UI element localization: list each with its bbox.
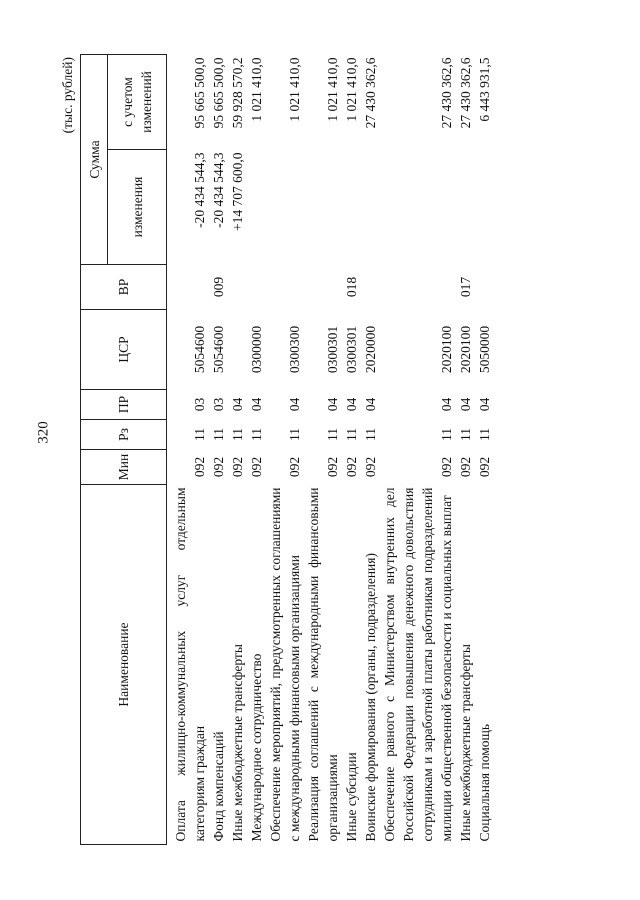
budget-table-sheet [60, 55, 620, 845]
cell-rz: 11 [230, 428, 245, 441]
cell-pr: 03 [192, 397, 207, 412]
cell-vr [304, 265, 342, 310]
cell-min: 092 [363, 456, 378, 478]
header-sum: Сумма [81, 54, 108, 264]
cell-csr [228, 310, 247, 390]
cell-rz: 11 [211, 428, 226, 441]
cell-total: 6 443 931,5 [477, 57, 492, 122]
cell-min: 092 [287, 456, 302, 478]
cell-rz: 11 [458, 428, 473, 441]
cell-min: 092 [325, 456, 340, 478]
cell-vr [475, 265, 494, 310]
cell-name: Иные межбюджетные трансферты [230, 644, 245, 842]
cell-csr: 2020100 [458, 325, 473, 374]
table-row [266, 54, 304, 844]
cell-total: 1 021 410,0 [287, 57, 302, 122]
cell-csr: 5054600 [211, 325, 226, 374]
cell-change: -20 434 544,3 [192, 152, 207, 228]
cell-name: Воинские формирования (органы, подразделения) [363, 553, 378, 842]
cell-rz: 11 [477, 428, 492, 441]
table-row [475, 54, 494, 844]
cell-pr: 03 [211, 397, 226, 412]
cell-vr [247, 265, 266, 310]
cell-total: 27 430 362,6 [363, 57, 378, 129]
cell-vr [228, 265, 247, 310]
cell-total: 59 928 570,2 [230, 57, 245, 129]
cell-change: +14 707 600,0 [230, 152, 245, 231]
header-name: Наименование [81, 485, 167, 845]
cell-rz: 11 [344, 428, 359, 441]
cell-csr: 5054600 [192, 325, 207, 374]
cell-vr [361, 265, 380, 310]
header-csr: ЦСР [81, 310, 167, 390]
cell-min: 092 [439, 456, 454, 478]
cell-total: 27 430 362,6 [439, 57, 454, 129]
cell-total: 95 665 500,0 [192, 57, 207, 129]
cell-change [342, 150, 361, 265]
header-with-changes: с учетом изменений [108, 54, 167, 149]
cell-min: 092 [211, 456, 226, 478]
cell-change [361, 150, 380, 265]
cell-name: Социальная помощь [477, 723, 492, 842]
cell-change [475, 150, 494, 265]
cell-name: Иные субсидии [344, 752, 359, 842]
table-row [342, 54, 361, 844]
table-row [228, 54, 247, 844]
table-row [304, 54, 342, 844]
table-header [81, 54, 167, 844]
cell-csr: 5050000 [477, 325, 492, 374]
table-row [167, 54, 210, 844]
cell-min: 092 [192, 456, 207, 478]
table-row [361, 54, 380, 844]
cell-vr: 018 [344, 276, 359, 298]
cell-pr: 04 [363, 397, 378, 412]
cell-rz: 11 [325, 428, 340, 441]
header-min: Мин [81, 450, 167, 485]
cell-min: 092 [249, 456, 264, 478]
cell-total: 95 665 500,0 [211, 57, 226, 129]
cell-csr: 0300300 [287, 325, 302, 374]
cell-min: 092 [344, 456, 359, 478]
cell-csr: 2020100 [439, 325, 454, 374]
cell-name: Реализация соглашений с международными финансовыми организациями [306, 487, 340, 842]
cell-change [266, 150, 304, 265]
cell-pr: 04 [249, 397, 264, 412]
header-vr: ВР [81, 265, 167, 310]
cell-rz: 11 [287, 428, 302, 441]
cell-total: 1 021 410,0 [344, 57, 359, 122]
header-pr: ПР [81, 390, 167, 420]
header-changes: изменения [108, 150, 167, 265]
cell-total: 27 430 362,6 [458, 57, 473, 129]
header-rz: Рз [81, 420, 167, 450]
cell-vr [380, 265, 456, 310]
cell-rz: 11 [363, 428, 378, 441]
cell-total: 1 021 410,0 [249, 57, 264, 122]
cell-rz: 11 [192, 428, 207, 441]
cell-pr: 04 [287, 397, 302, 412]
cell-total: 1 021 410,0 [325, 57, 340, 122]
cell-pr: 04 [439, 397, 454, 412]
table-body [167, 54, 495, 844]
cell-csr: 0300301 [325, 325, 340, 374]
cell-vr: 017 [458, 276, 473, 298]
cell-csr: 0300301 [344, 325, 359, 374]
cell-name: Иные межбюджетные трансферты [458, 644, 473, 842]
cell-change: -20 434 544,3 [211, 152, 226, 228]
cell-vr [167, 265, 210, 310]
cell-name: Обеспечение равного с Министерством внутренних дел Российской Федерации повышения денежного довольствия сотрудникам и заработной платы работникам подразделений милиции общественной безопасности и социальных выплат [382, 487, 454, 842]
cell-pr: 04 [458, 397, 473, 412]
cell-name: Международное сотрудничество [249, 653, 264, 842]
table-row [247, 54, 266, 844]
budget-table [80, 54, 494, 845]
table-row [209, 54, 228, 844]
cell-name: Фонд компенсаций [211, 731, 226, 842]
cell-change [304, 150, 342, 265]
cell-name: Оплата жилищно-коммунальных услуг отдельным категориям граждан [173, 487, 207, 842]
cell-rz: 11 [249, 428, 264, 441]
cell-csr: 0300000 [249, 325, 264, 374]
cell-min: 092 [458, 456, 473, 478]
cell-change [247, 150, 266, 265]
cell-vr [266, 265, 304, 310]
table-row [380, 54, 456, 844]
cell-csr: 2020000 [363, 325, 378, 374]
unit-label: (тыс. рублей) [60, 57, 75, 134]
cell-change [380, 150, 456, 265]
cell-pr: 04 [344, 397, 359, 412]
cell-name: Обеспечение мероприятий, предусмотренных соглашениями с международными финансовыми организациями [268, 487, 302, 842]
page-number: 320 [35, 421, 52, 444]
cell-min: 092 [477, 456, 492, 478]
table-row [456, 54, 475, 844]
cell-min: 092 [230, 456, 245, 478]
cell-vr: 009 [211, 276, 226, 298]
cell-pr: 04 [477, 397, 492, 412]
cell-pr: 04 [325, 397, 340, 412]
cell-change [456, 150, 475, 265]
cell-pr: 04 [230, 397, 245, 412]
cell-rz: 11 [439, 428, 454, 441]
